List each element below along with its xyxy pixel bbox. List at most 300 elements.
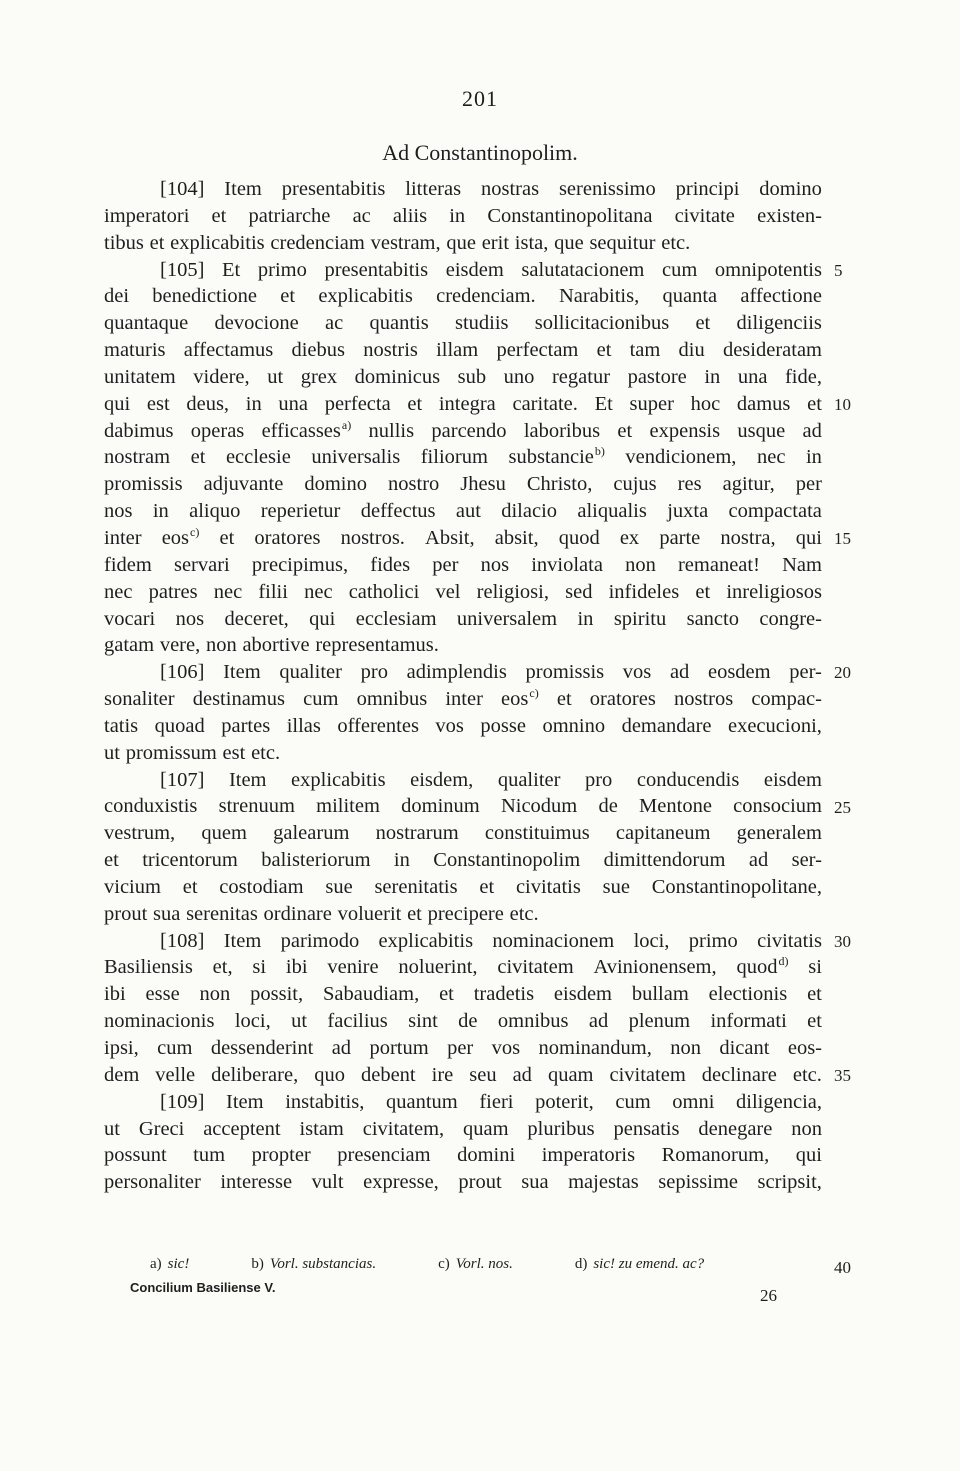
word: ad bbox=[802, 419, 822, 442]
word: illam bbox=[436, 339, 479, 362]
word: una bbox=[278, 392, 308, 415]
word: parcendo bbox=[431, 419, 507, 442]
word: est bbox=[222, 741, 246, 764]
word: ibi bbox=[104, 983, 126, 1006]
text-line bbox=[104, 793, 822, 820]
line-number: 10 bbox=[834, 394, 851, 414]
word: inreligiosos bbox=[726, 580, 822, 603]
word: quod$^{d)}$ bbox=[736, 954, 789, 979]
word: quam bbox=[547, 1063, 594, 1086]
text-line bbox=[104, 1089, 822, 1116]
text-line bbox=[104, 176, 822, 203]
word: benedictione bbox=[152, 285, 258, 308]
word: promissis bbox=[104, 473, 183, 496]
word: vel bbox=[435, 580, 461, 603]
word: filiorum bbox=[420, 446, 488, 469]
word: patriarche bbox=[248, 204, 331, 227]
word: nec bbox=[213, 580, 243, 603]
word: agitur, bbox=[722, 473, 775, 496]
word: que bbox=[554, 231, 584, 254]
word: adjuvante bbox=[203, 473, 284, 496]
word: de bbox=[458, 1010, 478, 1033]
word: integra bbox=[438, 392, 496, 415]
word: poterit, bbox=[535, 1090, 594, 1113]
word: galearum bbox=[273, 822, 350, 845]
text-line bbox=[104, 391, 822, 418]
word: diligenciis bbox=[736, 312, 822, 335]
word: cujus bbox=[613, 473, 657, 496]
word: ut bbox=[267, 365, 284, 388]
word: affectamus bbox=[183, 339, 274, 362]
word: credenciam bbox=[270, 231, 365, 254]
word: quanta bbox=[662, 285, 718, 308]
word: in bbox=[245, 392, 262, 415]
text-line bbox=[104, 606, 822, 633]
word: et bbox=[617, 419, 633, 442]
word: et bbox=[807, 983, 822, 1006]
word: primo bbox=[257, 258, 307, 281]
text-line bbox=[104, 901, 822, 928]
word: cum bbox=[157, 1037, 193, 1059]
word: sue bbox=[325, 875, 353, 898]
line-number: 5 bbox=[834, 260, 843, 280]
word: prout bbox=[104, 902, 148, 925]
word: ecclesiam bbox=[355, 607, 437, 630]
text-line bbox=[104, 632, 822, 659]
word: omnipotentis bbox=[714, 258, 822, 281]
word: caritate. bbox=[512, 392, 578, 415]
word: et bbox=[556, 688, 572, 711]
word: fides bbox=[370, 553, 411, 576]
word: nominacionem bbox=[492, 929, 615, 952]
word: dominicus bbox=[354, 365, 441, 388]
word: acceptent bbox=[203, 1117, 281, 1140]
word: consocium bbox=[733, 795, 822, 818]
word: tibus bbox=[104, 231, 144, 254]
word: ad bbox=[331, 1037, 352, 1059]
word: reperietur bbox=[260, 500, 341, 523]
word: remaneat! bbox=[677, 553, 760, 576]
word: inviolata bbox=[531, 553, 603, 576]
word: illas bbox=[286, 714, 321, 737]
word: eosdem bbox=[707, 661, 771, 684]
word: explicabitis bbox=[318, 285, 413, 308]
word: sint bbox=[408, 1010, 438, 1033]
word: parimodo bbox=[280, 929, 360, 952]
word: precipere bbox=[427, 902, 504, 925]
word: qui bbox=[795, 1144, 822, 1167]
word: omnibus bbox=[356, 688, 428, 711]
word: prout bbox=[458, 1171, 502, 1194]
word: fidem bbox=[104, 553, 152, 576]
word: aut bbox=[455, 500, 481, 523]
word: sua bbox=[153, 902, 181, 925]
word: destinamus bbox=[192, 688, 285, 711]
word: quem bbox=[201, 822, 247, 845]
text-line bbox=[104, 954, 822, 981]
line-number: 15 bbox=[834, 529, 851, 549]
word: sepissime bbox=[658, 1171, 738, 1194]
word: in bbox=[393, 849, 410, 872]
word: per- bbox=[789, 661, 822, 684]
word: vendicionem, bbox=[625, 446, 737, 469]
word: una bbox=[737, 365, 768, 388]
word: nostros bbox=[673, 688, 734, 711]
word: serenissimo bbox=[558, 178, 656, 200]
word: nos bbox=[175, 607, 205, 630]
word: Absit, bbox=[425, 526, 475, 549]
word: eisdem, bbox=[410, 768, 474, 791]
word: nullis bbox=[368, 419, 415, 442]
word: domino bbox=[304, 473, 367, 496]
word: quantum bbox=[385, 1090, 458, 1113]
word: constituimus bbox=[484, 822, 590, 845]
text-line bbox=[104, 847, 822, 874]
word: et bbox=[479, 875, 495, 898]
word: Item bbox=[226, 1090, 264, 1113]
word: capitaneum bbox=[615, 822, 711, 845]
word: fieri bbox=[479, 1090, 514, 1113]
word: usque bbox=[737, 419, 786, 442]
word: ista, bbox=[514, 231, 549, 254]
word: existen- bbox=[757, 204, 822, 227]
text-line bbox=[104, 659, 822, 686]
word: primo bbox=[688, 929, 738, 952]
word: deus, bbox=[186, 392, 230, 415]
word: ad bbox=[748, 849, 769, 872]
word: civitatem, bbox=[362, 1117, 445, 1140]
word: cum bbox=[615, 1090, 651, 1113]
word: [105] bbox=[160, 258, 205, 281]
word: oratores bbox=[589, 688, 656, 711]
word: non bbox=[199, 983, 231, 1006]
word: dominum bbox=[401, 795, 480, 818]
word: nec bbox=[756, 446, 786, 469]
word: et bbox=[190, 446, 206, 469]
word: plenum bbox=[628, 1010, 691, 1033]
text-line bbox=[104, 203, 822, 230]
word: si bbox=[808, 956, 822, 979]
word: que bbox=[446, 231, 476, 254]
word: deliberare, bbox=[211, 1063, 299, 1086]
word: costodiam bbox=[219, 875, 304, 898]
line-number: 25 bbox=[834, 797, 851, 817]
word: informati bbox=[710, 1010, 787, 1033]
word: nominacionis bbox=[104, 1010, 215, 1033]
footnotes bbox=[150, 1256, 830, 1273]
word: non bbox=[625, 553, 656, 576]
word: nostram bbox=[104, 446, 171, 469]
word: et bbox=[695, 312, 711, 335]
word: instabitis, bbox=[285, 1090, 365, 1113]
word: expensis bbox=[649, 419, 721, 442]
text-line bbox=[104, 1169, 822, 1196]
word: credenciam. bbox=[436, 285, 536, 308]
word: diligencia, bbox=[736, 1090, 822, 1113]
word: et bbox=[807, 392, 822, 415]
word: Jhesu bbox=[460, 473, 506, 496]
word: offerentes bbox=[337, 714, 419, 737]
word: unitatem bbox=[104, 365, 176, 388]
word: oratores bbox=[254, 526, 321, 549]
word: explicabitis bbox=[170, 231, 265, 254]
word: Basiliensis bbox=[104, 956, 193, 979]
word: sue bbox=[602, 875, 630, 898]
word: sua bbox=[521, 1171, 549, 1194]
word: et bbox=[182, 875, 198, 898]
word: laboribus bbox=[523, 419, 601, 442]
word: per bbox=[795, 473, 822, 496]
word: substancie$^{b)}$ bbox=[508, 444, 605, 469]
word: etc. bbox=[661, 231, 691, 254]
word: compac- bbox=[751, 688, 822, 711]
word: inter bbox=[104, 526, 142, 549]
text-line bbox=[104, 310, 822, 337]
word: quo bbox=[314, 1063, 345, 1086]
word: si bbox=[252, 956, 267, 979]
word: Mentone bbox=[639, 795, 712, 818]
sheet-number: 26 bbox=[760, 1286, 777, 1305]
word: expresse, bbox=[363, 1171, 439, 1194]
word: inter bbox=[445, 688, 483, 711]
word: deceret, bbox=[224, 607, 289, 630]
word: [104] bbox=[160, 178, 205, 200]
text-line bbox=[104, 1116, 822, 1143]
text-line bbox=[104, 337, 822, 364]
word: demandare bbox=[621, 714, 712, 737]
line-number: 40 bbox=[834, 1258, 851, 1277]
text-line bbox=[104, 874, 822, 901]
word: loci, bbox=[234, 1010, 271, 1033]
word: servari bbox=[173, 553, 230, 576]
word: ibi bbox=[285, 956, 308, 979]
word: patres bbox=[148, 580, 198, 603]
word: promissum bbox=[125, 741, 217, 764]
word: noluerint, bbox=[398, 956, 478, 979]
word: presenciam bbox=[337, 1144, 431, 1167]
word: pro bbox=[584, 768, 613, 791]
word: nostris bbox=[363, 339, 418, 362]
word: universalem bbox=[456, 607, 558, 630]
word: et bbox=[807, 1010, 822, 1033]
word: et bbox=[439, 983, 454, 1006]
word: per bbox=[432, 553, 459, 576]
word: imperatori bbox=[104, 204, 190, 227]
word: facilius bbox=[327, 1010, 388, 1033]
word: vestrum, bbox=[104, 822, 176, 845]
page-number: 201 bbox=[462, 86, 498, 111]
word: catholici bbox=[348, 580, 420, 603]
word: tatis bbox=[104, 714, 139, 737]
text-line bbox=[104, 767, 822, 794]
word: Constantinopolitana bbox=[487, 204, 653, 227]
word: vere, bbox=[159, 634, 201, 657]
word: Item bbox=[223, 661, 261, 684]
word: sonaliter bbox=[104, 688, 175, 711]
word: gatam bbox=[104, 634, 155, 657]
word: litteras bbox=[405, 178, 462, 200]
word: esse bbox=[145, 983, 180, 1006]
word: Item bbox=[223, 929, 262, 952]
word: ecclesie bbox=[225, 446, 291, 469]
text-line bbox=[104, 525, 822, 552]
word: de bbox=[598, 795, 618, 818]
word: qui bbox=[104, 392, 131, 415]
footnote-ref: b) bbox=[594, 444, 605, 459]
word: aliis bbox=[392, 204, 428, 227]
word: et bbox=[596, 339, 612, 362]
word: serenitatis bbox=[374, 875, 458, 898]
text-line bbox=[104, 981, 822, 1008]
footnote: a) sic! bbox=[150, 1256, 190, 1272]
text-line bbox=[104, 1062, 822, 1089]
word: domini bbox=[457, 1144, 516, 1167]
word: vestram, bbox=[370, 231, 441, 254]
word: nominandum, bbox=[538, 1037, 652, 1059]
text-line bbox=[104, 257, 822, 284]
word: super bbox=[629, 392, 674, 415]
word: scripsit, bbox=[757, 1171, 822, 1194]
footnote: b) Vorl. substancias. bbox=[251, 1256, 377, 1272]
word: Narabitis, bbox=[558, 285, 640, 308]
word: Et bbox=[222, 258, 241, 281]
word: dicant bbox=[719, 1037, 770, 1059]
word: civitatis bbox=[515, 875, 581, 898]
word: parte bbox=[659, 526, 701, 549]
word: electionis bbox=[708, 983, 788, 1006]
word: declinare bbox=[701, 1063, 777, 1086]
word: Christo, bbox=[526, 473, 593, 496]
word: domino bbox=[759, 178, 822, 200]
word: et bbox=[211, 204, 227, 227]
word: serenitas bbox=[186, 902, 258, 925]
word: civitatis bbox=[757, 929, 822, 952]
text-line bbox=[104, 820, 822, 847]
word: grex bbox=[300, 365, 338, 388]
word: devocione bbox=[214, 312, 299, 335]
word: vos bbox=[491, 1037, 521, 1059]
word: et bbox=[149, 231, 165, 254]
word: istam bbox=[299, 1117, 344, 1140]
word: [109] bbox=[160, 1090, 205, 1113]
word: in bbox=[704, 365, 721, 388]
word: omnibus bbox=[497, 1010, 569, 1033]
word: nostra, bbox=[720, 526, 776, 549]
word: principi bbox=[675, 178, 740, 200]
word: dessenderint bbox=[210, 1037, 314, 1059]
word: qualiter bbox=[279, 661, 342, 684]
word: maturis bbox=[104, 339, 166, 362]
word: Constantinopolitane, bbox=[651, 875, 822, 898]
word: per bbox=[447, 1037, 474, 1059]
footnote-ref: a) bbox=[341, 417, 352, 432]
word: portum bbox=[369, 1037, 429, 1059]
word: civitate bbox=[674, 204, 735, 227]
word: salutatacionem bbox=[521, 258, 645, 281]
word: personaliter bbox=[104, 1171, 201, 1194]
word: dei bbox=[104, 285, 130, 308]
word: ut bbox=[104, 1117, 120, 1140]
word: denegare bbox=[698, 1117, 773, 1140]
word: omnino bbox=[542, 714, 606, 737]
word: ac bbox=[325, 312, 344, 335]
word: non bbox=[791, 1117, 822, 1140]
word: Constantinopolim bbox=[433, 849, 581, 872]
word: et bbox=[104, 849, 119, 872]
line-number: 20 bbox=[834, 663, 851, 683]
text-line bbox=[104, 1035, 822, 1062]
word: Et bbox=[594, 392, 613, 415]
word: imperatoris bbox=[541, 1144, 636, 1167]
word: explicabitis bbox=[378, 929, 474, 952]
word: possunt bbox=[104, 1144, 167, 1167]
text-line bbox=[104, 471, 822, 498]
word: in bbox=[577, 607, 594, 630]
word: diu bbox=[678, 339, 705, 362]
word: execucioni, bbox=[727, 714, 822, 737]
word: erit bbox=[481, 231, 510, 254]
word: generalem bbox=[736, 822, 822, 845]
word: tum bbox=[193, 1144, 226, 1167]
main-text bbox=[104, 176, 822, 1196]
signature-mark: Concilium Basiliense V. bbox=[130, 1280, 276, 1295]
word: voluerit bbox=[337, 902, 402, 925]
word: majestas bbox=[568, 1171, 639, 1194]
word: balisteriorum bbox=[261, 849, 371, 872]
word: debent bbox=[360, 1063, 416, 1086]
word: tam bbox=[629, 339, 661, 362]
word: uno bbox=[503, 365, 535, 388]
word: seu bbox=[469, 1063, 497, 1086]
word: est bbox=[146, 392, 170, 415]
word: ut bbox=[104, 741, 120, 764]
word: posse bbox=[480, 714, 526, 737]
line-number: 30 bbox=[834, 931, 851, 951]
word: tricentorum bbox=[142, 849, 238, 872]
word: perfectam bbox=[496, 339, 579, 362]
word: etc. bbox=[509, 902, 539, 925]
word: vos bbox=[435, 714, 464, 737]
word: cum bbox=[303, 688, 339, 711]
word: presentabitis bbox=[324, 258, 429, 281]
word: ad bbox=[512, 1063, 532, 1086]
footnote-ref: c) bbox=[529, 686, 539, 701]
word: abortive bbox=[242, 634, 310, 657]
text-line bbox=[104, 686, 822, 713]
word: vos bbox=[622, 661, 652, 684]
word: dem bbox=[104, 1063, 140, 1086]
word: sancto bbox=[686, 607, 739, 630]
word: operas bbox=[190, 419, 245, 442]
word: [106] bbox=[160, 661, 205, 684]
word: infideles bbox=[608, 580, 680, 603]
word: deffectus bbox=[360, 500, 436, 523]
word: damus bbox=[736, 392, 791, 415]
word: res bbox=[677, 473, 702, 496]
word: sollicitacionibus bbox=[534, 312, 670, 335]
word: eisdem bbox=[553, 983, 612, 1006]
word: pastore bbox=[627, 365, 687, 388]
text-line bbox=[104, 713, 822, 740]
word: absit, bbox=[494, 526, 539, 549]
word: precipimus, bbox=[251, 553, 349, 576]
footnote-ref: d) bbox=[778, 954, 789, 969]
word: in bbox=[152, 500, 169, 523]
word: omni bbox=[672, 1090, 715, 1113]
word: Item bbox=[224, 178, 262, 200]
word: Romanorum, bbox=[661, 1144, 770, 1167]
word: vocari bbox=[104, 607, 156, 630]
